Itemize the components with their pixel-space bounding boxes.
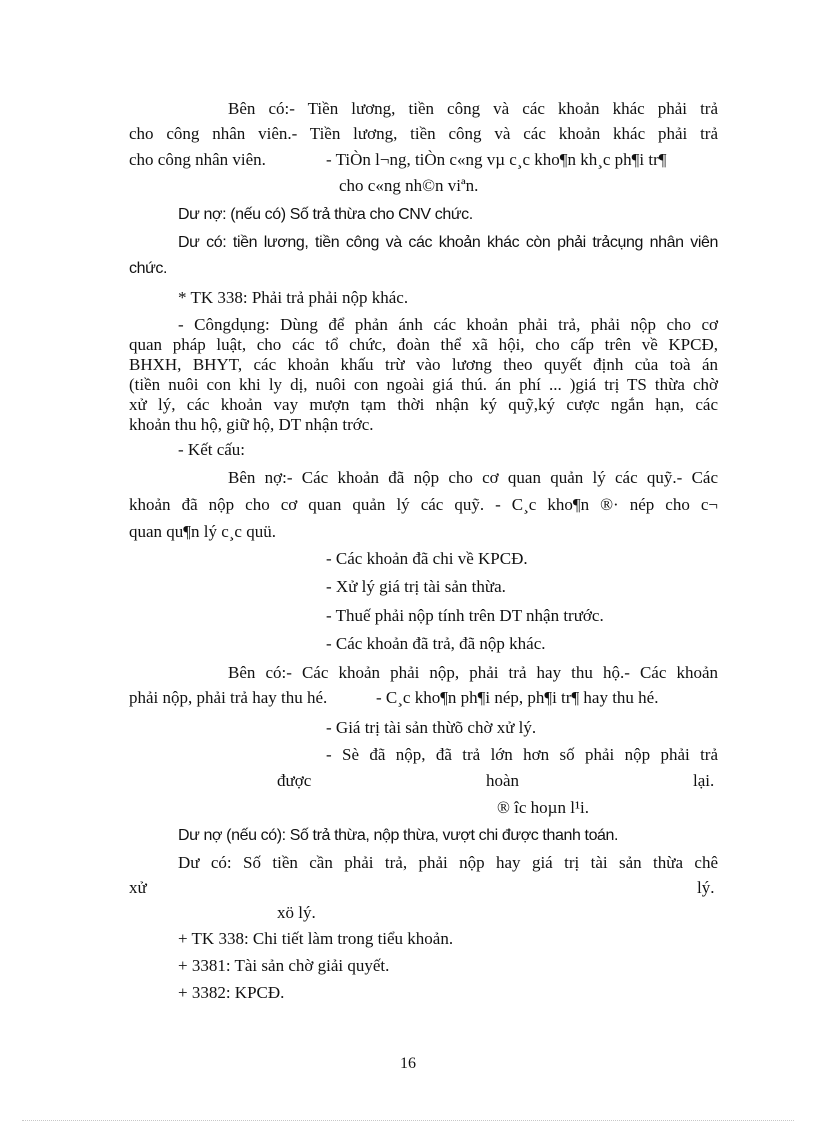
garbled-text-line: cho c«ng nh©n viªn. [339,176,479,195]
debit-side-line-2: khoản đã nộp cho cơ quan quản lý các quỹ. - C¸c kho¶n ®· nép cho c¬ [129,495,718,514]
debit-item: - Xử lý giá trị tài sản thừa. [326,577,506,596]
credit-side-line-2: cho công nhân viên.- Tiền lương, tiền công và các khoản khác phải trả [129,124,718,143]
usage-paragraph-line-5: xử lý, các khoản vay mượn tạm thời nhận ký quỹ,ký cược ngắn hạn, các [129,395,718,414]
usage-paragraph-line-4: (tiền nuôi con khi ly dị, nuôi con ngoài giá thú. án phí ... )giá trị TS thừa chờ [129,375,718,394]
credit-balance-line-2: chức. [129,260,168,277]
usage-paragraph-line-3: BHXH, BHYT, các khoản khấu trừ vào lương theo quyết định của toà án [129,355,718,374]
garbled-text-line: - C¸c kho¶n ph¶i nép, ph¶i tr¶ hay thu hé. [376,688,659,707]
credit-balance-2-word: xử [129,878,147,897]
credit-item-word: được [277,771,312,790]
credit-item-word: lại. [693,771,715,790]
garbled-text-line: - TiÒn l¬ng, tiÒn c«ng vµ c¸c kho¶n kh¸c ph¶i tr¶ [326,150,667,169]
debit-balance-line-2: Dư nợ (nếu có): Số trả thừa, nộp thừa, vượt chi được thanh toán. [178,827,619,844]
garbled-text-line: ® îc hoµn l¹i. [497,798,590,817]
credit-side-2-line-1: Bên có:- Các khoản phải nộp, phải trả hay thu hộ.- Các khoản [228,663,718,682]
debit-side-line-1: Bên nợ:- Các khoản đã nộp cho cơ quan quản lý các quỹ.- Các [228,468,718,487]
credit-balance-2-line-1: Dư có: Số tiền cần phải trả, phải nộp hay giá trị tài sản thừa chê [178,853,718,872]
page-bottom-divider [22,1120,794,1121]
debit-item: - Các khoản đã trả, đã nộp khác. [326,634,546,653]
credit-side-line-3: cho công nhân viên. [129,150,266,169]
usage-paragraph-line-2: quan pháp luật, cho các tổ chức, đoàn thể xã hội, cho cấp trên về KPCĐ, [129,335,718,354]
debit-balance-line: Dư nợ: (nếu có) Số trả thừa cho CNV chức. [178,206,473,223]
credit-side-line-1: Bên có:- Tiền lương, tiền công và các khoản khác phải trả [228,99,718,118]
account-3382-line: + 3382: KPCĐ. [178,983,285,1002]
usage-paragraph-line-1: - Côngdụng: Dùng để phản ánh các khoản phải trả, phải nộp cho cơ [178,315,718,334]
structure-heading: - Kết cấu: [178,440,246,459]
credit-side-2-line-2: phải nộp, phải trả hay thu hé. [129,688,328,707]
credit-item: - Giá trị tài sản thừõ chờ xử lý. [326,718,537,737]
garbled-text-line: xö lý. [277,903,316,922]
credit-item: - Sè đã nộp, đã trả lớn hơn số phải nộp phải trả [326,745,718,764]
page-number: 16 [400,1055,416,1072]
usage-paragraph-line-6: khoản thu hộ, giữ hộ, DT nhận trớc. [129,415,374,434]
credit-item-word: hoàn [486,771,520,790]
credit-balance-2-word: lý. [697,878,715,897]
account-3381-line: + 3381: Tài sản chờ giải quyết. [178,956,390,975]
credit-balance-line-1: Dư có: tiền lương, tiền công và các khoản khác còn phải trảcụng nhân viên [178,234,718,251]
section-heading-tk338: * TK 338: Phải trả phải nộp khác. [178,288,409,307]
debit-item: - Các khoản đã chi về KPCĐ. [326,549,528,568]
debit-item: - Thuế phải nộp tính trên DT nhận trước. [326,606,604,625]
tk338-detail-line: + TK 338: Chi tiết làm trong tiểu khoản. [178,929,454,948]
debit-side-line-3: quan qu¶n lý c¸c quü. [129,522,276,541]
